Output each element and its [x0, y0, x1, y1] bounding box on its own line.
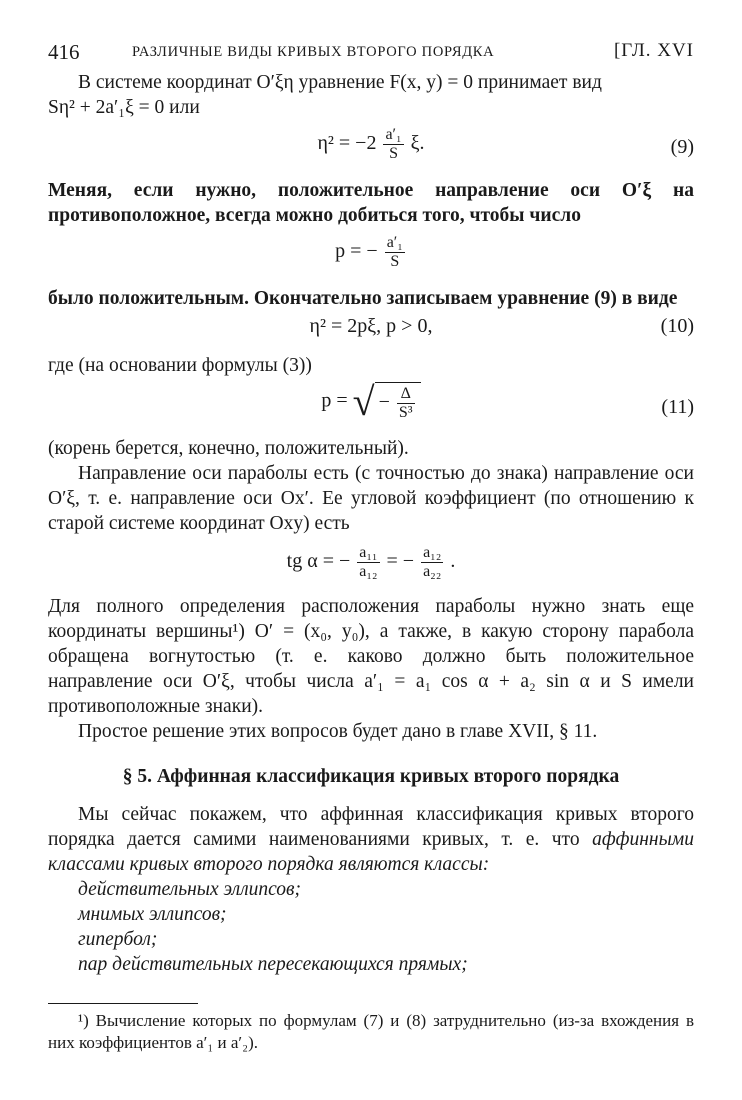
eq9-denominator: S [389, 145, 398, 162]
eqtg-numerator-1: a₁₁ [359, 544, 378, 561]
eqtg-fraction-2 [421, 544, 443, 581]
eq11-minus: − [378, 391, 390, 414]
list-item: мнимых эллипсов; [78, 904, 227, 925]
paragraph-2: Меняя, если нужно, положительное направление оси O′ξ на противоположное, всегда можно добиться того, чтобы число [48, 180, 694, 226]
equation-10 [48, 311, 694, 345]
eqp-lhs: p = − [335, 240, 378, 263]
paragraph-9-plain: Мы сейчас покажем, что аффинная классификация кривых второго порядка дается самими наименованиями кривых, т. е. что [48, 804, 694, 850]
eqtg-fraction-1 [357, 544, 379, 581]
affine-classes-list [48, 877, 694, 977]
eq10-body: η² = 2pξ, p > 0, [309, 315, 433, 337]
eq11-fraction [397, 385, 415, 422]
paragraph-9-italic: аффинными классами кривых второго порядка являются классы: [48, 829, 694, 875]
eq9-fraction [383, 126, 403, 163]
chapter-marker: [ГЛ. XVI [613, 40, 694, 61]
equation-p [48, 228, 694, 286]
eqtg-denominator-1: a₁₂ [359, 563, 378, 580]
book-page [48, 36, 694, 1054]
eqtg-numerator-2: a₁₂ [423, 544, 442, 561]
paragraph-4: где (на основании формулы (3)) [48, 355, 312, 376]
list-item: гипербол; [78, 929, 158, 950]
equation-9 [48, 120, 694, 178]
equation-11 [48, 378, 694, 436]
footnote: ¹) Вычисление которых по формулам (7) и (8) затруднительно (из-за вхождения в них коэффициентов a′₁ и a′₂). [48, 1011, 694, 1052]
paragraph-9 [48, 802, 694, 877]
eqp-numerator: a′₁ [386, 234, 403, 251]
eq11-number: (11) [661, 396, 694, 418]
page-header [48, 36, 694, 70]
list-item: действительных эллипсов; [78, 879, 301, 900]
list-item: пар действительных пересекающихся прямых; [78, 954, 468, 975]
eqtg-mid: = − [386, 550, 415, 573]
eq9-number: (9) [670, 136, 694, 158]
eq11-numerator: Δ [397, 385, 415, 404]
eq9-rhs: ξ. [410, 132, 425, 155]
eq9-lhs: η² = −2 [317, 132, 377, 155]
eqtg-lhs: tg α = − [286, 550, 351, 573]
footnote-rule [48, 1003, 198, 1004]
paragraph-1-line-2: Sη² + 2a′₁ξ = 0 или [48, 97, 200, 118]
eqp-denominator: S [390, 253, 400, 270]
eqtg-end: . [450, 550, 456, 573]
eq9-numerator: a′₁ [385, 126, 402, 143]
page-number: 416 [48, 40, 80, 64]
equation-tg [48, 536, 694, 594]
section-heading: § 5. Аффинная классификация кривых второго порядка [122, 766, 620, 787]
paragraph-6: Направление оси параболы есть (с точностью до знака) направление оси O′ξ, т. е. направление оси Ox′. Ее угловой коэффициент (по отношению к старой системе координат Oxy) есть [48, 463, 694, 534]
paragraph-7: Для полного определения расположения параболы нужно знать еще координаты вершины¹) O′ = (x₀, y₀), а также, в какую сторону парабола обращена вогнутостью (т. е. каково должно быть положительное направление оси O′ξ, чтобы числа a′₁ = a₁ cos α + a₂ sin α и S имели противоположные знаки). [48, 596, 694, 717]
running-title: РАЗЛИЧНЫЕ ВИДЫ КРИВЫХ ВТОРОГО ПОРЯДКА [132, 44, 495, 60]
eq10-number: (10) [660, 315, 694, 337]
paragraph-8: Простое решение этих вопросов будет дано в главе XVII, § 11. [78, 721, 598, 742]
eq11-denominator: S³ [398, 404, 413, 421]
paragraph-5: (корень берется, конечно, положительный). [48, 438, 409, 459]
eqp-fraction [385, 234, 405, 271]
eq11-lhs: p = [321, 389, 348, 412]
square-root-sign: √ − $\frac{\Delta}{\text{S³}}$ [353, 382, 421, 422]
eqtg-denominator-2: a₂₂ [423, 563, 442, 580]
paragraph-1-line-1: В системе координат O′ξη уравнение F(x, y) = 0 принимает вид [78, 72, 602, 93]
paragraph-3: было положительным. Окончательно записываем уравнение (9) в виде [48, 288, 678, 309]
